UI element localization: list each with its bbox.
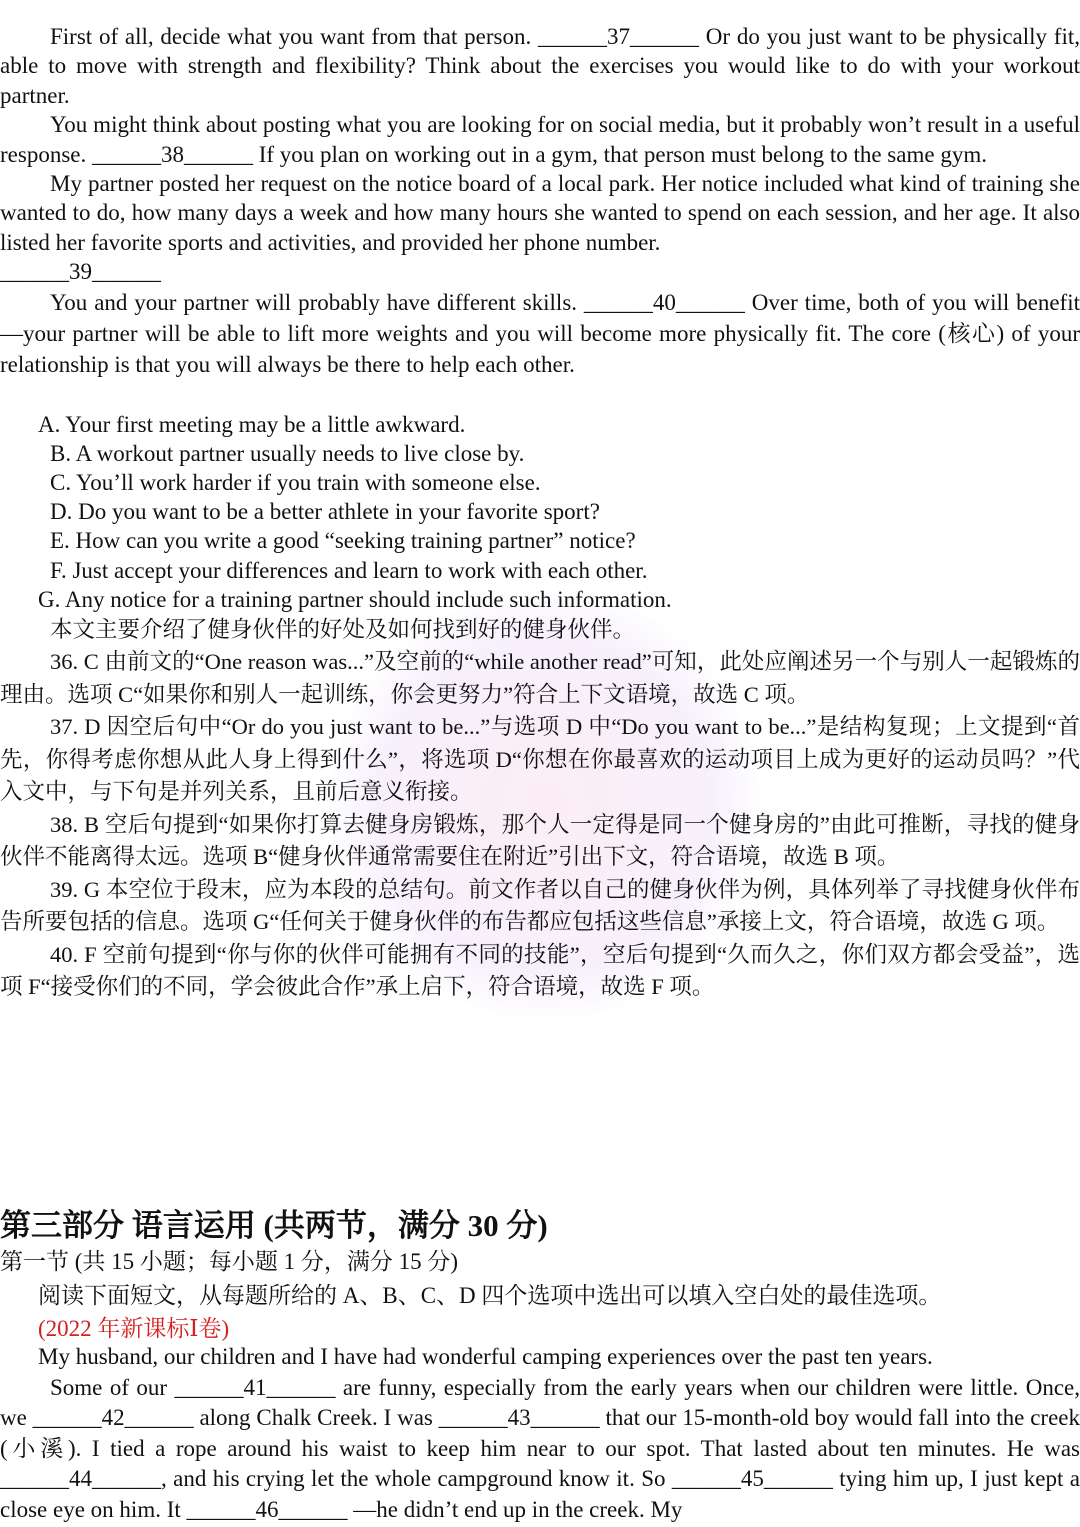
analysis-37: 37. D 因空后句中“Or do you just want to be...”与选项 D 中“Do you want to be...”是结构复现；上文提到“首先，你得考虑你想从此人身上得到什么”，将选项 D“你想在你最喜欢的运动项目上成为更好的运动员吗？”代入文中，与下句是并列关系，且前后意义衔接。 — [0, 714, 1080, 805]
passage-blank-39: ______39______ — [0, 259, 161, 285]
instruction-text: 阅读下面短文，从每题所给的 A、B、C、D 四个选项中选出可以填入空白处的最佳选项。 — [38, 1283, 942, 1308]
section-title: 第三部分 语言运用 (共两节，满分 30 分) — [0, 1208, 548, 1243]
cloze-paragraph-1: My husband, our children and I have had wonderful camping experiences over the past ten years. — [38, 1344, 933, 1369]
options-list — [0, 410, 1080, 614]
analysis-38: 38. B 空后句提到“如果你打算去健身房锻炼，那个人一定得是同一个健身房的”由此可推断，寻找的健身伙伴不能离得太远。选项 B“健身伙伴通常需要住在附近”引出下文，符合语境，故选 B 项。 — [0, 811, 1080, 870]
option-c: C. You’ll work harder if you train with someone else. — [50, 470, 541, 496]
option-f: F. Just accept your differences and learn to work with each other. — [50, 557, 648, 583]
option-a: A. Your first meeting may be a little awkward. — [38, 411, 466, 437]
option-e: E. How can you write a good “seeking training partner” notice? — [50, 528, 636, 554]
analysis-intro: 本文主要介绍了健身伙伴的好处及如何找到好的健身伙伴。 — [50, 617, 636, 643]
passage-paragraph-4: You and your partner will probably have different skills. ______40______ Over time, both of you will benefit—your partner will be able to lift more weights and you will become more physically fit. The core (核心) of your relationship is that you will always be there to help each other. — [0, 289, 1080, 377]
analysis-section — [0, 614, 1080, 1004]
analysis-40: 40. F 空前句提到“你与你的伙伴可能拥有不同的技能”，空后句提到“久而久之，你们双方都会受益”，选项 F“接受你们的不同，学会彼此合作”承上启下，符合语境，故选 F 项。 — [0, 941, 1080, 1000]
option-b: B. A workout partner usually needs to live close by. — [50, 440, 525, 466]
cloze-paragraph-2: Some of our ______41______ are funny, especially from the early years when our children were little. Once, we ______42______ along Chalk Creek. I was ______43______ that our 15-month-old boy would fall into the creek (小溪). I tied a rope around his waist to keep him near to our spot. That lasted about ten minutes. He was ______44______, and his crying let the whole campground know it. So ______45______ tying him up, I just kept a close eye on him. It ______46______ —he didn’t end up in the creek. My — [0, 1374, 1080, 1522]
passage-paragraph-1: First of all, decide what you want from that person. ______37______ Or do you just want to be physically fit, able to move with strength and flexibility? Think about the exercises you would like to do with your workout partner. — [0, 24, 1080, 108]
option-g: G. Any notice for a training partner should include such information. — [38, 586, 672, 612]
source-label: (2022 年新课标Ⅰ卷) — [38, 1316, 230, 1341]
reading-passage — [0, 22, 1080, 1004]
option-d: D. Do you want to be a better athlete in your favorite sport? — [50, 499, 600, 525]
subsection-title: 第一节 (共 15 小题；每小题 1 分，满分 15 分) — [0, 1249, 459, 1274]
passage-paragraph-2: You might think about posting what you are looking for on social media, but it probably won’t result in a useful response. ______38______ If you plan on working out in a gym, that person must belong to the same gym. — [0, 112, 1080, 167]
cloze-passage — [0, 1342, 1080, 1525]
analysis-36: 36. C 由前文的“One reason was...”及空前的“while another read”可知，此处应阐述另一个与别人一起锻炼的理由。选项 C“如果你和别人一起训练，你会更努力”符合上下文语境，故选 C 项。 — [0, 649, 1080, 707]
analysis-39: 39. G 本空位于段末，应为本段的总结句。前文作者以自己的健身伙伴为例，具体列举了寻找健身伙伴布告所要包括的信息。选项 G“任何关于健身伙伴的布告都应包括这些信息”承接上文，符合语境，故选 G 项。 — [0, 876, 1080, 935]
passage-paragraph-3: My partner posted her request on the notice board of a local park. Her notice included what kind of training she wanted to do, how many days a week and how many hours she wanted to spend on each session, and her age. It also listed her favorite sports and activities, and provided her phone number. — [0, 171, 1080, 255]
